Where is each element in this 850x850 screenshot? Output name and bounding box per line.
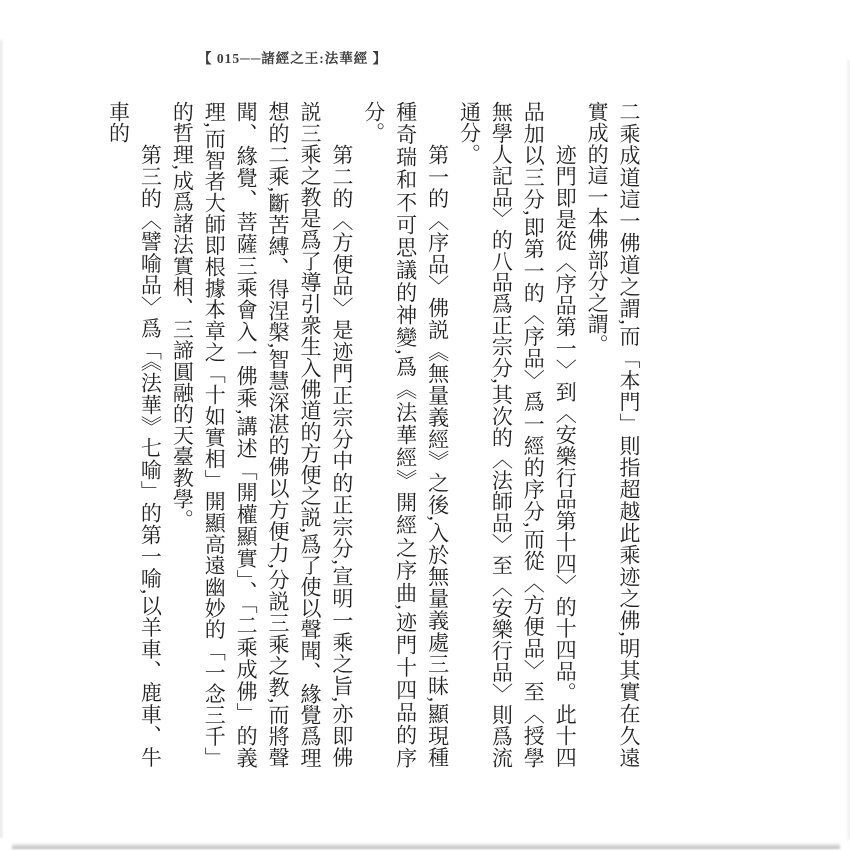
paragraph: 第一的〈序品〉佛説《無量義經》之後,入於無量義處三昧,顯現種種奇瑞和不可思議的神變,爲《法華經》開經之序曲,迹門十四品的序分。 xyxy=(361,101,450,768)
paragraph: 二乘成道這一佛道之謂,而「本門」則指超越此乘迹之佛,明其實在久遠實成的這一本佛部分之謂。 xyxy=(585,101,641,768)
page-header-title: 【 015──諸經之王:法華經 】 xyxy=(198,51,388,66)
body-text xyxy=(102,101,644,768)
paragraph: 第二的〈方便品〉是迹門正宗分中的正宗分,宣明一乘之旨,亦即佛説三乘之教是爲了導引衆生入佛道的方便之説,爲了使以聲聞、緣覺爲理想的二乘,斷苦縛、得涅槃,智慧深湛的佛以方便力,分説三乘之教,而將聲聞、緣覺、菩薩三乘會入一佛乘,講述「開權顯實」、「二乘成佛」的義理,而智者大師即根據本章之「十如實相」開顯高遠幽妙的「一念三千」的哲理,成爲諸法實相、三諦圓融的天臺教學。 xyxy=(170,101,354,768)
page-edge-shadow-left xyxy=(0,40,3,838)
paragraph: 第三的〈譬喻品〉爲「《法華》七喻」的第一喻,以羊車、鹿車、牛車的 xyxy=(106,101,163,768)
page-edge-shadow-bottom xyxy=(12,843,840,849)
paragraph: 迹門即是從〈序品第一〉到〈安樂行品第十四〉的十四品。此十四品加以三分,即第一的〈序品〉爲一經的序分,而從〈方便品〉至〈授學無學人記品〉的八品爲正宗分,其次的〈法師品〉至〈安樂行品〉則爲流通分。 xyxy=(457,101,578,768)
